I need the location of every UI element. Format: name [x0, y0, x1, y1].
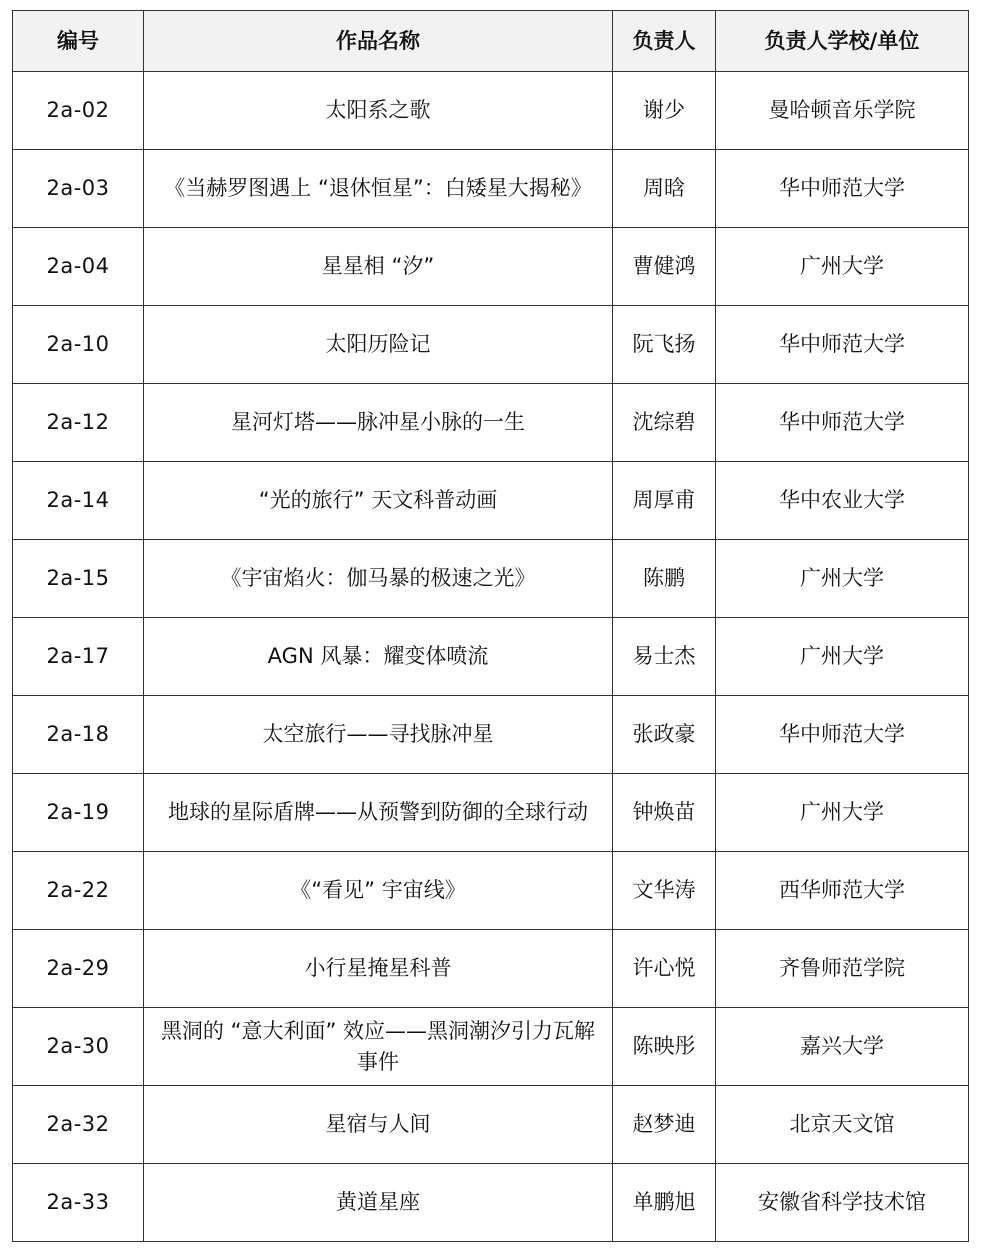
cell-id: 2a-17	[13, 618, 144, 696]
cell-org: 华中师范大学	[716, 150, 969, 228]
cell-id: 2a-03	[13, 150, 144, 228]
cell-org: 华中师范大学	[716, 384, 969, 462]
table-row	[13, 696, 969, 774]
table-header	[13, 11, 969, 72]
cell-id: 2a-33	[13, 1164, 144, 1242]
table-row	[13, 930, 969, 1008]
table-row	[13, 1164, 969, 1242]
table-body	[13, 72, 969, 1242]
cell-id: 2a-22	[13, 852, 144, 930]
table-row	[13, 1008, 969, 1086]
table-row	[13, 852, 969, 930]
cell-title: 《当赫罗图遇上 “退休恒星”：白矮星大揭秘》	[144, 150, 613, 228]
cell-title: 地球的星际盾牌——从预警到防御的全球行动	[144, 774, 613, 852]
cell-org: 华中师范大学	[716, 306, 969, 384]
cell-id: 2a-19	[13, 774, 144, 852]
header-owner: 负责人	[613, 11, 716, 72]
table-row	[13, 1086, 969, 1164]
cell-id: 2a-02	[13, 72, 144, 150]
cell-owner: 张政豪	[613, 696, 716, 774]
cell-owner: 许心悦	[613, 930, 716, 1008]
header-title: 作品名称	[144, 11, 613, 72]
cell-id: 2a-15	[13, 540, 144, 618]
table-row	[13, 774, 969, 852]
cell-owner: 谢少	[613, 72, 716, 150]
table-row	[13, 618, 969, 696]
cell-id: 2a-18	[13, 696, 144, 774]
cell-org: 广州大学	[716, 228, 969, 306]
cell-title: 太空旅行——寻找脉冲星	[144, 696, 613, 774]
cell-owner: 单鹏旭	[613, 1164, 716, 1242]
cell-owner: 陈映彤	[613, 1008, 716, 1086]
table-row	[13, 540, 969, 618]
cell-org: 西华师范大学	[716, 852, 969, 930]
cell-title: 太阳历险记	[144, 306, 613, 384]
cell-org: 安徽省科学技术馆	[716, 1164, 969, 1242]
cell-id: 2a-14	[13, 462, 144, 540]
cell-owner: 文华涛	[613, 852, 716, 930]
table-row	[13, 150, 969, 228]
cell-org: 广州大学	[716, 540, 969, 618]
cell-title: 《宇宙焰火：伽马暴的极速之光》	[144, 540, 613, 618]
cell-title: 太阳系之歌	[144, 72, 613, 150]
cell-title: 《“看见” 宇宙线》	[144, 852, 613, 930]
cell-id: 2a-32	[13, 1086, 144, 1164]
cell-owner: 阮飞扬	[613, 306, 716, 384]
table-row	[13, 306, 969, 384]
header-org: 负责人学校/单位	[716, 11, 969, 72]
cell-id: 2a-04	[13, 228, 144, 306]
cell-id: 2a-30	[13, 1008, 144, 1086]
cell-org: 嘉兴大学	[716, 1008, 969, 1086]
cell-org: 广州大学	[716, 774, 969, 852]
cell-owner: 赵梦迪	[613, 1086, 716, 1164]
cell-title: 星宿与人间	[144, 1086, 613, 1164]
cell-title: AGN 风暴：耀变体喷流	[144, 618, 613, 696]
cell-id: 2a-10	[13, 306, 144, 384]
cell-id: 2a-29	[13, 930, 144, 1008]
cell-owner: 曹健鸿	[613, 228, 716, 306]
cell-title: 星河灯塔——脉冲星小脉的一生	[144, 384, 613, 462]
cell-owner: 陈鹏	[613, 540, 716, 618]
header-id: 编号	[13, 11, 144, 72]
cell-title: 黄道星座	[144, 1164, 613, 1242]
cell-title: 小行星掩星科普	[144, 930, 613, 1008]
cell-title: 星星相 “汐”	[144, 228, 613, 306]
table-row	[13, 462, 969, 540]
cell-org: 齐鲁师范学院	[716, 930, 969, 1008]
cell-org: 广州大学	[716, 618, 969, 696]
cell-owner: 周晗	[613, 150, 716, 228]
cell-org: 华中农业大学	[716, 462, 969, 540]
cell-title: 黑洞的 “意大利面” 效应——黑洞潮汐引力瓦解事件	[144, 1008, 613, 1086]
cell-owner: 周厚甫	[613, 462, 716, 540]
works-table	[12, 10, 969, 1242]
table-row	[13, 384, 969, 462]
table-row	[13, 228, 969, 306]
table-row	[13, 72, 969, 150]
cell-org: 北京天文馆	[716, 1086, 969, 1164]
cell-org: 华中师范大学	[716, 696, 969, 774]
cell-owner: 钟焕苗	[613, 774, 716, 852]
cell-owner: 易士杰	[613, 618, 716, 696]
header-row	[13, 11, 969, 72]
cell-title: “光的旅行” 天文科普动画	[144, 462, 613, 540]
cell-id: 2a-12	[13, 384, 144, 462]
cell-owner: 沈综碧	[613, 384, 716, 462]
cell-org: 曼哈顿音乐学院	[716, 72, 969, 150]
